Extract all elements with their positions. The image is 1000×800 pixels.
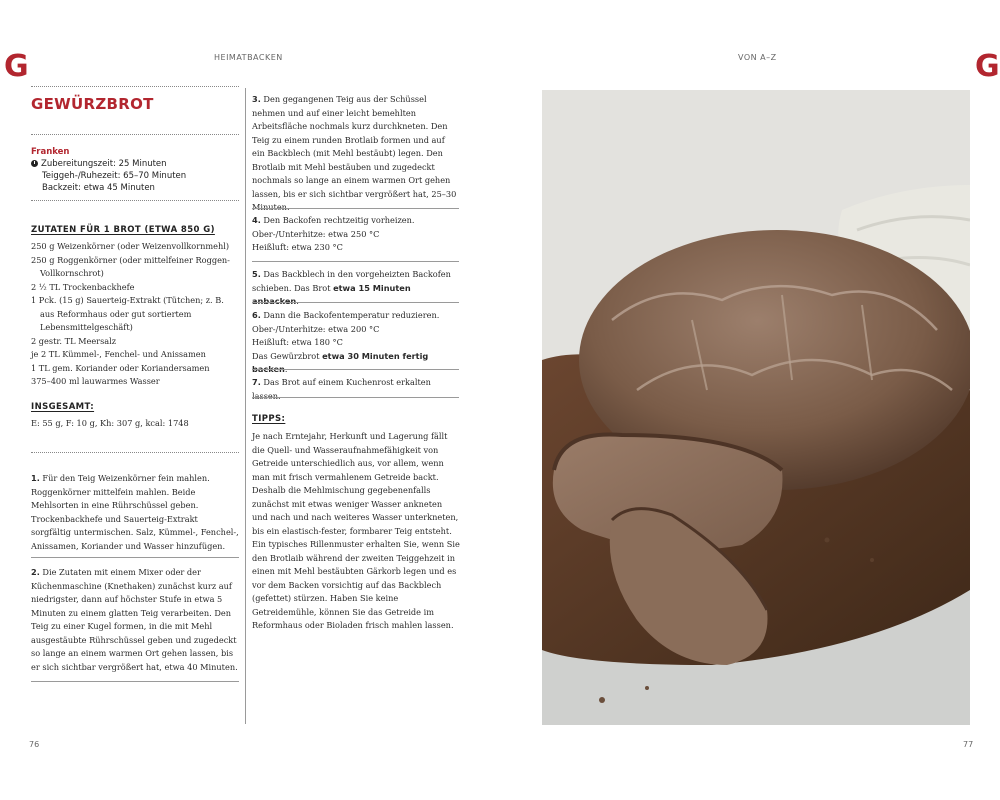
step-3: 3. Den gegangenen Teig aus der Schüssel nehmen und auf einer leicht bemehlten Arbeitsfläche nochmals kurz durchkneten. Den Teig zu einem runden Brotlaib formen und auf ein Backblech (mit Mehl bestäubt) legen. Den Brotlaib mit Mehl bestäuben und zugedeckt nochmals so lange an einem warmen Ort gehen lassen, bis er sich sichtbar vergrößert hat, 25–30 Minuten.: [252, 94, 457, 212]
ingredient-item: je 2 TL Kümmel-, Fenchel- und Anissamen: [31, 349, 206, 359]
nutrition-totals: E: 55 g, F: 10 g, Kh: 307 g, kcal: 1748: [31, 418, 189, 428]
ingredients-list: [31, 240, 239, 389]
total-heading: INSGESAMT:: [31, 402, 95, 412]
recipe-meta: [31, 146, 241, 194]
step-4: 4. Den Backofen rechtzeitig vorheizen. Ober-/Unterhitze: etwa 250 °C Heißluft: etwa 230 °C: [252, 215, 415, 252]
rise-time: Teiggeh-/Ruhezeit: 65–70 Minuten: [42, 171, 187, 181]
prep-time: Zubereitungszeit: 25 Minuten: [31, 158, 241, 170]
step-divider: [252, 302, 459, 303]
step-1: 1. Für den Teig Weizenkörner fein mahlen. Roggenkörner mittelfein mahlen. Beide Mehlsorten in eine Rührschüssel geben. Trockenbackhefe und Sauerteig-Extrakt sorgfältig untermischen. Salz, Kümmel-, Fenchel-, Anissamen, Koriander und Wasser hinzufügen.: [31, 473, 239, 551]
bread-photo: [542, 90, 970, 725]
dotted-divider: [31, 200, 239, 201]
running-head-right: VON A–Z: [738, 53, 777, 62]
step-divider: [252, 397, 459, 398]
step-2: 2. Die Zutaten mit einem Mixer oder der Küchenmaschine (Knethaken) zunächst kurz auf niedrigster, dann auf höchster Stufe in etwa 5 Minuten zu einem glatten Teig verarbeiten. Den Teig zu einer Kugel formen, in die mit Mehl ausgestäubte Rührschüssel geben und zugedeckt so lange an einem warmen Ort gehen lassen, bis er sich sichtbar vergrößert hat, etwa 40 Minuten.: [31, 567, 238, 672]
step-divider: [31, 557, 239, 558]
step-divider: [252, 369, 459, 370]
clock-icon: [31, 160, 38, 167]
letter-marker-right: G: [975, 49, 1000, 84]
step-5: 5. Das Backblech in den vorgeheizten Backofen schieben. Das Brot etwa 15 Minuten anbacken.: [252, 269, 451, 306]
column-gutter-line: [245, 88, 246, 724]
ingredient-item: 250 g Roggenkörner (oder mittelfeiner Roggen-Vollkornschrot): [31, 254, 230, 278]
ingredient-item: 1 Pck. (15 g) Sauerteig-Extrakt (Tütchen; z. B. aus Reformhaus oder gut sortiertem Lebensmittelgeschäft): [31, 295, 224, 332]
step-7: 7. Das Brot auf einem Kuchenrost erkalten lassen.: [252, 377, 431, 401]
dotted-divider: [31, 134, 239, 135]
tips-heading: TIPPS:: [252, 414, 286, 424]
tip-paragraph: Ein typisches Rillenmuster erhalten Sie, wenn Sie den Brotlaib während der zweiten Teiggehzeit in einen mit Mehl bestäubten Gärkorb legen und es vor dem Backen vorsichtig auf das Backblech (gefettet) stürzen. Haben Sie keine Getreidemühle, können Sie das Getreide im Reformhaus oder Bioladen frisch mahlen lassen.: [252, 539, 460, 630]
ingredients-heading: ZUTATEN FÜR 1 BROT (ETWA 850 G): [31, 225, 215, 235]
page-number-left: 76: [29, 740, 40, 749]
step-divider: [252, 261, 459, 262]
tips-text: [252, 430, 460, 633]
letter-marker-left: G: [4, 49, 29, 84]
dotted-divider: [31, 452, 239, 453]
step-6: 6. Dann die Backofentemperatur reduzieren. Ober-/Unterhitze: etwa 200 °C Heißluft: etwa 180 °C Das Gewürzbrot etwa 30 Minuten fertig backen.: [252, 310, 440, 374]
dotted-divider: [31, 86, 239, 87]
step-divider: [252, 208, 459, 209]
recipe-title: GEWÜRZBROT: [31, 95, 154, 113]
ingredient-item: 2 ½ TL Trockenbackhefe: [31, 281, 135, 292]
ingredient-item: 1 TL gem. Koriander oder Koriandersamen: [31, 362, 210, 373]
bake-time: Backzeit: etwa 45 Minuten: [42, 183, 155, 193]
step-divider: [31, 681, 239, 682]
ingredient-item: 2 gestr. TL Meersalz: [31, 335, 117, 346]
ingredient-item: 375–400 ml lauwarmes Wasser: [31, 376, 160, 386]
running-head-left: HEIMATBACKEN: [214, 53, 283, 62]
region-label: Franken: [31, 147, 70, 157]
ingredient-item: 250 g Weizenkörner (oder Weizenvollkornmehl): [31, 241, 230, 251]
page-number-right: 77: [963, 740, 974, 749]
tip-paragraph: Je nach Erntejahr, Herkunft und Lagerung fällt die Quell- und Wasseraufnahmefähigkeit von Getreide unterschiedlich aus, vor allem, wenn man mit frisch vermahlenem Getreide backt. Deshalb die Mehlmischung gegebenenfalls zunächst mit etwas weniger Wasser ankneten und nach und nach weiteres Wasser unterkneten, bis ein elastisch-fester, formbarer Teig entsteht.: [252, 431, 459, 536]
